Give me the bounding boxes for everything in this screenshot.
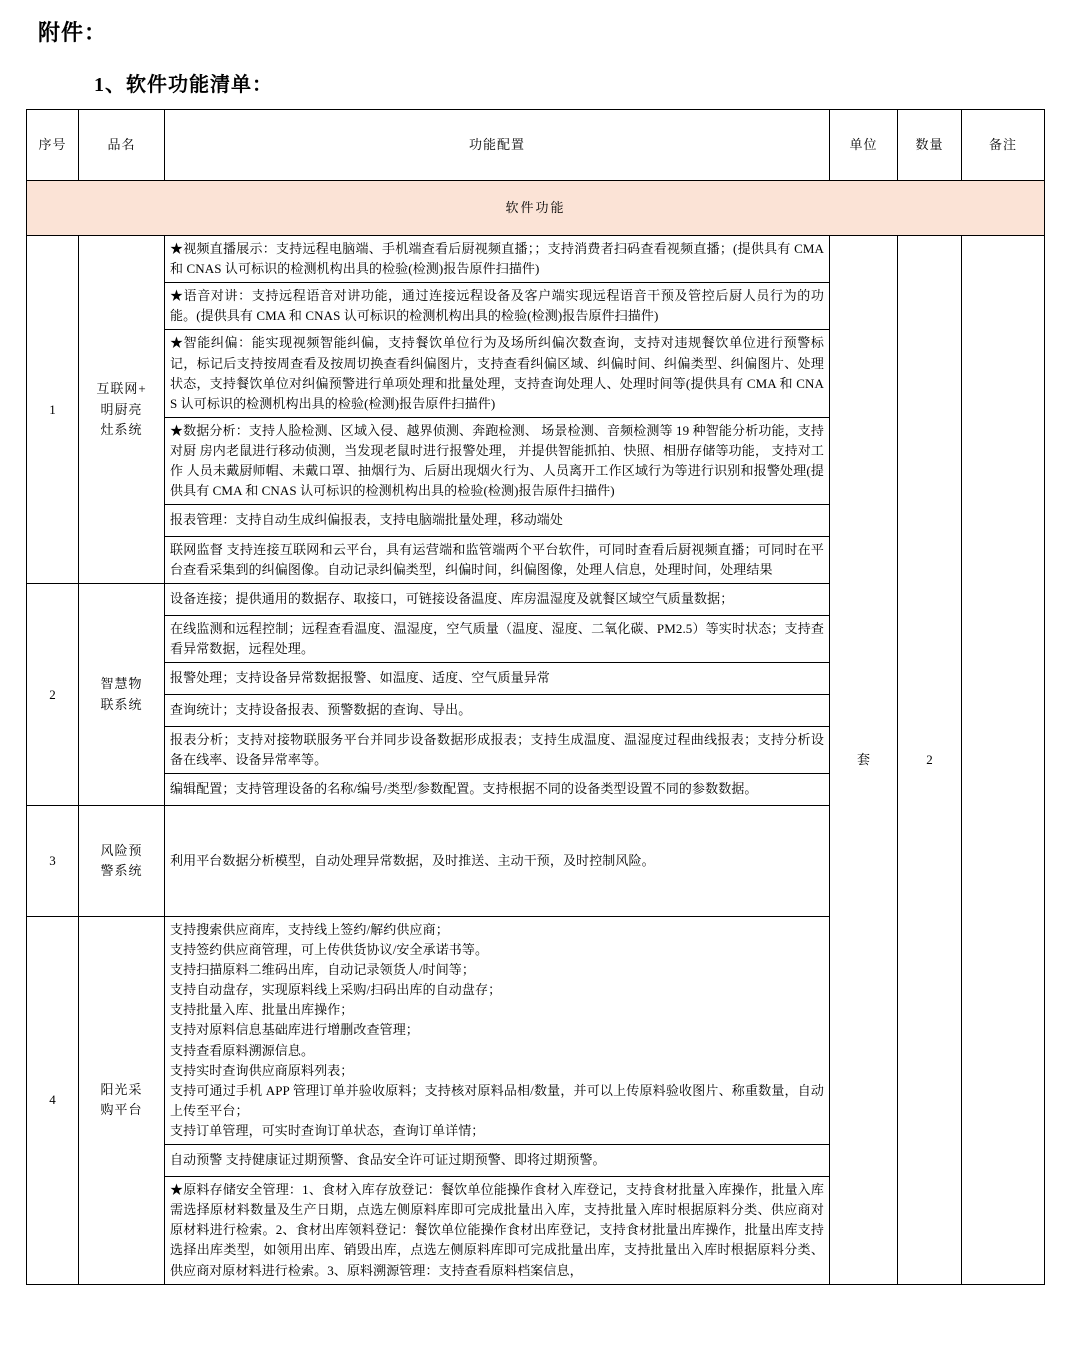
- header-name: 品名: [79, 109, 165, 180]
- header-function: 功能配置: [165, 109, 830, 180]
- list-item: 支持查看原料溯源信息。: [170, 1042, 315, 1058]
- function-item: 报表分析；支持对接物联服务平台并同步设备数据形成报表；支持生成温度、温湿度过程曲线报表；支持分析设备在线率、设备异常率等。: [165, 726, 830, 773]
- list-item: 支持批量入库、批量出库操作；: [170, 1002, 354, 1018]
- qty-value: 2: [898, 235, 962, 1284]
- list-item: 支持搜索供应商库，支持线上签约/解约供应商；: [170, 921, 449, 937]
- function-item: ★视频直播展示：支持远程电脑端、手机端查看后厨视频直播；；支持消费者扫码查看视频直播；(提供具有 CMA 和 CNAS 认可标识的检测机构出具的检验(检测)报告原件扫描件): [165, 235, 830, 282]
- list-item: 支持订单管理，可实时查询订单状态，查询订单详情；: [170, 1123, 485, 1139]
- product-name-line: 智慧物: [100, 676, 143, 692]
- product-name-line: 灶系统: [100, 421, 143, 437]
- function-item: ★智能纠偏：能实现视频智能纠偏，支持餐饮单位行为及场所纠偏次数查询，支持对违规餐饮单位进行预警标记，标记后支持按周查看及按周切换查看纠偏图片，支持查看纠偏区域、纠偏时间、纠偏类型、纠偏图片、处理状态，支持餐饮单位对纠偏预警进行单项处理和批量处理，支持查询处理人、处理时间等(提供具有 CMA 和 CNAS 认可标识的检测机构出具的检验(检测)报告原件扫描件): [165, 330, 830, 418]
- function-item: 编辑配置；支持管理设备的名称/编号/类型/参数配置。支持根据不同的设备类型设置不同的参数数据。: [165, 774, 830, 806]
- row-no: 3: [27, 805, 79, 916]
- list-item: 支持扫描原料二维码出库，自动记录领货人/时间等；: [170, 962, 476, 978]
- section-banner-label: 软件功能: [27, 180, 1045, 235]
- product-name-line: 风险预: [100, 842, 143, 858]
- header-unit: 单位: [830, 109, 898, 180]
- section-banner-row: [27, 180, 1045, 235]
- function-item: 报表管理：支持自动生成纠偏报表，支持电脑端批量处理，移动端处: [165, 505, 830, 537]
- function-item: 查询统计；支持设备报表、预警数据的查询、导出。: [165, 695, 830, 727]
- software-function-table: [26, 109, 1045, 1285]
- row-no: 2: [27, 584, 79, 805]
- function-item: ★原料存储安全管理：1、食材入库存放登记：餐饮单位能操作食材入库登记，支持食材批量入库操作，批量入库需选择原材料数量及生产日期，点选左侧原料库即可完成批量出入库，支持批量入库时根据原料分类、供应商对原材料进行检索。2、食材出库领料登记：餐饮单位能操作食材出库登记，支持食材批量出库操作，批量出库支持选择出库类型，如领用出库、销毁出库，点选左侧原料库即可完成批量出库，支持批量出入库时根据原料分类、供应商对原材料进行检索。3、原料溯源管理：支持查看原料档案信息，: [165, 1177, 830, 1285]
- product-name-line: 购平台: [100, 1102, 143, 1118]
- product-name-line: 明厨亮: [100, 401, 143, 417]
- function-item: 在线监测和远程控制；远程查看温度、温湿度，空气质量（温度、湿度、二氧化碳、PM2.5）等实时状态；支持查看异常数据，远程处理。: [165, 616, 830, 663]
- function-item: ★语音对讲：支持远程语音对讲功能，通过连接远程设备及客户端实现远程语音干预及管控后厨人员行为的功能。(提供具有 CMA 和 CNAS 认可标识的检测机构出具的检验(检测)报告原件扫描件): [165, 283, 830, 330]
- list-item: 支持实时查询供应商原料列表；: [170, 1062, 354, 1078]
- row-product-name: [79, 584, 165, 805]
- header-remark: 备注: [962, 109, 1045, 180]
- header-no: 序号: [27, 109, 79, 180]
- function-item: 报警处理；支持设备异常数据报警、如温度、适度、空气质量异常: [165, 663, 830, 695]
- unit-value: 套: [830, 235, 898, 1284]
- row-product-name: [79, 805, 165, 916]
- row-product-name: [79, 916, 165, 1284]
- list-item: 支持自动盘存，实现原料线上采购/扫码出库的自动盘存；: [170, 982, 502, 998]
- function-item: 自动预警 支持健康证过期预警、食品安全许可证过期预警、即将过期预警。: [165, 1145, 830, 1177]
- product-name-line: 互联网+: [96, 381, 147, 397]
- row-no: 4: [27, 916, 79, 1284]
- table-body: [27, 180, 1045, 1284]
- document-heading: 附件：: [38, 20, 108, 45]
- function-item: ★数据分析：支持人脸检测、区域入侵、越界侦测、奔跑检测、 场景检测、音频检测等 19 种智能分析功能，支持对厨 房内老鼠进行移动侦测，当发现老鼠时进行报警处理， 并提供智能抓拍、快照、相册存储等功能， 支持对工作 人员未戴厨师帽、未戴口罩、抽烟行为、后厨出现烟火行为、人员离开工作区域行为等进行识别和报警处理(提供具有 CMA 和 CNAS 认可标识的检测机构出具的检验(检测)报告原件扫描件): [165, 417, 830, 505]
- list-item: 支持签约供应商管理，可上传供货协议/安全承诺书等。: [170, 941, 489, 957]
- table-row: [27, 235, 1045, 282]
- product-name-line: 警系统: [100, 862, 143, 878]
- table-header-row: [27, 109, 1045, 180]
- row-no: 1: [27, 235, 79, 584]
- remark-value: [962, 235, 1045, 1284]
- function-item: 利用平台数据分析模型，自动处理异常数据，及时推送、主动干预，及时控制风险。: [165, 805, 830, 916]
- row-product-name: [79, 235, 165, 584]
- function-item: 联网监督 支持连接互联网和云平台，具有运营端和监管端两个平台软件，可同时查看后厨视频直播；可同时在平台查看采集到的纠偏图像。自动记录纠偏类型，纠偏时间，纠偏图像，处理人信息，处理时间，处理结果: [165, 537, 830, 584]
- product-name-line: 联系统: [100, 696, 143, 712]
- list-item: 支持对原料信息基础库进行增删改查管理；: [170, 1022, 419, 1038]
- list-item: 支持可通过手机 APP 管理订单并验收原料；支持核对原料品相/数量，并可以上传原料验收图片、称重数量，自动上传至平台；: [170, 1082, 824, 1119]
- header-qty: 数量: [898, 109, 962, 180]
- document-subheading: 1、软件功能清单：: [94, 73, 273, 96]
- function-item: 设备连接；提供通用的数据存、取接口，可链接设备温度、库房温湿度及就餐区域空气质量数据；: [165, 584, 830, 616]
- product-name-line: 阳光采: [100, 1082, 143, 1098]
- function-item-list: [165, 916, 830, 1145]
- purchase-feature-list: [170, 920, 824, 1142]
